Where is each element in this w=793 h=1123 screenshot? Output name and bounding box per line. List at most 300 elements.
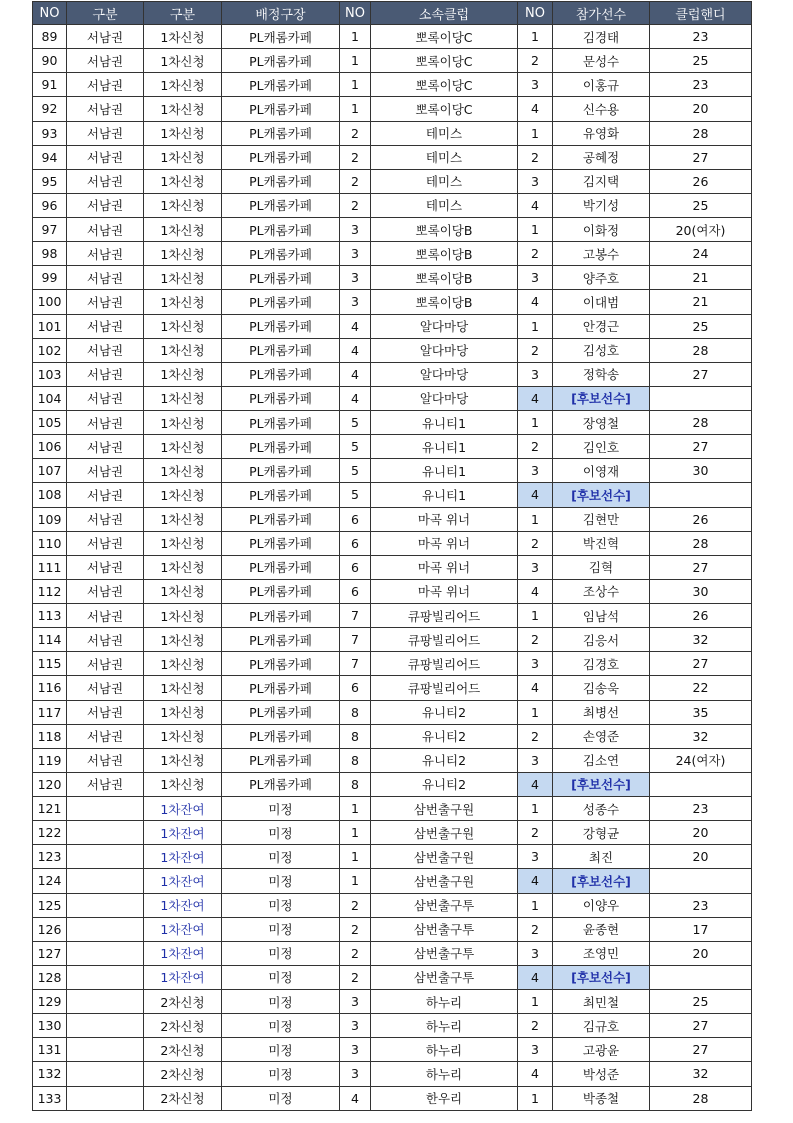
cell-player: 양주호 [553, 266, 650, 290]
table-row [33, 893, 752, 917]
cell-group-no: 6 [340, 579, 371, 603]
cell-category: 1차신청 [144, 531, 222, 555]
cell-venue: PL캐롬카페 [222, 628, 340, 652]
cell-region: 서남권 [67, 435, 144, 459]
header-no: NO [33, 2, 67, 25]
cell-region: 서남권 [67, 242, 144, 266]
cell-category: 1차신청 [144, 411, 222, 435]
header-venue: 배정구장 [222, 2, 340, 25]
table-row [33, 724, 752, 748]
cell-handicap: 20 [650, 845, 752, 869]
cell-venue: 미정 [222, 1014, 340, 1038]
cell-region: 서남권 [67, 507, 144, 531]
cell-group-no: 5 [340, 483, 371, 507]
cell-handicap: 25 [650, 193, 752, 217]
cell-region: 서남권 [67, 579, 144, 603]
cell-venue: PL캐롬카페 [222, 748, 340, 772]
cell-venue: PL캐롬카페 [222, 97, 340, 121]
cell-category: 1차신청 [144, 676, 222, 700]
cell-group-no: 4 [340, 338, 371, 362]
cell-group-no: 6 [340, 676, 371, 700]
cell-region: 서남권 [67, 266, 144, 290]
table-row [33, 507, 752, 531]
cell-player: 박진혁 [553, 531, 650, 555]
cell-category: 1차신청 [144, 290, 222, 314]
cell-member-no: 3 [518, 73, 553, 97]
cell-category: 1차신청 [144, 459, 222, 483]
cell-category: 1차신청 [144, 700, 222, 724]
cell-member-no: 1 [518, 1086, 553, 1110]
cell-handicap: 20 [650, 821, 752, 845]
table-row [33, 483, 752, 507]
cell-club: 테미스 [371, 169, 518, 193]
cell-category: 1차신청 [144, 145, 222, 169]
cell-club: 삼번출구원 [371, 797, 518, 821]
cell-region: 서남권 [67, 386, 144, 410]
table-row [33, 435, 752, 459]
cell-no: 128 [33, 965, 67, 989]
header-row [33, 2, 752, 25]
cell-player: 신수용 [553, 97, 650, 121]
cell-no: 130 [33, 1014, 67, 1038]
cell-category: 1차신청 [144, 25, 222, 49]
table-row [33, 362, 752, 386]
cell-member-no: 4 [518, 869, 553, 893]
cell-handicap: 27 [650, 145, 752, 169]
cell-no: 133 [33, 1086, 67, 1110]
cell-no: 107 [33, 459, 67, 483]
cell-no: 93 [33, 121, 67, 145]
cell-player: 김성호 [553, 338, 650, 362]
cell-handicap: 27 [650, 1038, 752, 1062]
cell-category: 1차신청 [144, 169, 222, 193]
table-row [33, 676, 752, 700]
header-member-no: NO [518, 2, 553, 25]
cell-no: 122 [33, 821, 67, 845]
cell-club: 큐팡빌리어드 [371, 604, 518, 628]
cell-venue: PL캐롬카페 [222, 483, 340, 507]
cell-group-no: 8 [340, 748, 371, 772]
cell-category: 1차신청 [144, 218, 222, 242]
cell-club: 유니티1 [371, 435, 518, 459]
cell-handicap: 26 [650, 169, 752, 193]
cell-handicap: 32 [650, 1062, 752, 1086]
cell-no: 96 [33, 193, 67, 217]
cell-no: 95 [33, 169, 67, 193]
cell-member-no: 3 [518, 652, 553, 676]
cell-venue: 미정 [222, 941, 340, 965]
cell-group-no: 3 [340, 1014, 371, 1038]
cell-venue: PL캐롬카페 [222, 386, 340, 410]
cell-venue: PL캐롬카페 [222, 700, 340, 724]
cell-category: 1차신청 [144, 579, 222, 603]
cell-member-no: 2 [518, 628, 553, 652]
cell-player: 고광윤 [553, 1038, 650, 1062]
cell-club: 뽀록이당B [371, 242, 518, 266]
table-row [33, 314, 752, 338]
cell-player: 김인호 [553, 435, 650, 459]
cell-no: 108 [33, 483, 67, 507]
cell-member-no: 2 [518, 724, 553, 748]
cell-player: 최진 [553, 845, 650, 869]
cell-handicap [650, 965, 752, 989]
cell-category: 1차신청 [144, 338, 222, 362]
cell-player: [후보선수] [553, 772, 650, 796]
cell-handicap: 21 [650, 290, 752, 314]
cell-club: 하누리 [371, 1014, 518, 1038]
cell-handicap: 28 [650, 121, 752, 145]
cell-member-no: 2 [518, 917, 553, 941]
cell-category: 1차신청 [144, 242, 222, 266]
cell-group-no: 5 [340, 411, 371, 435]
cell-region: 서남권 [67, 338, 144, 362]
cell-region [67, 821, 144, 845]
cell-venue: PL캐롬카페 [222, 121, 340, 145]
cell-handicap: 30 [650, 459, 752, 483]
cell-category: 1차잔여 [144, 917, 222, 941]
cell-club: 삼번출구원 [371, 869, 518, 893]
cell-venue: PL캐롬카페 [222, 459, 340, 483]
roster-table [32, 1, 752, 1111]
table-row [33, 941, 752, 965]
cell-category: 1차잔여 [144, 797, 222, 821]
cell-handicap: 20 [650, 97, 752, 121]
cell-player: 박종철 [553, 1086, 650, 1110]
cell-handicap: 32 [650, 724, 752, 748]
cell-group-no: 1 [340, 97, 371, 121]
cell-handicap: 28 [650, 338, 752, 362]
table-row [33, 748, 752, 772]
cell-venue: 미정 [222, 1062, 340, 1086]
cell-club: 알다마당 [371, 314, 518, 338]
cell-region [67, 917, 144, 941]
cell-club: 삼번출구투 [371, 893, 518, 917]
cell-member-no: 2 [518, 242, 553, 266]
cell-no: 117 [33, 700, 67, 724]
cell-member-no: 4 [518, 483, 553, 507]
cell-region: 서남권 [67, 218, 144, 242]
cell-handicap: 21 [650, 266, 752, 290]
cell-region: 서남권 [67, 628, 144, 652]
cell-group-no: 4 [340, 386, 371, 410]
cell-club: 삼번출구투 [371, 965, 518, 989]
cell-club: 뽀록이당C [371, 97, 518, 121]
cell-handicap: 27 [650, 435, 752, 459]
cell-member-no: 4 [518, 1062, 553, 1086]
cell-group-no: 1 [340, 797, 371, 821]
cell-member-no: 1 [518, 507, 553, 531]
cell-player: 공혜정 [553, 145, 650, 169]
cell-handicap [650, 386, 752, 410]
cell-member-no: 3 [518, 1038, 553, 1062]
cell-player: 강형균 [553, 821, 650, 845]
cell-region [67, 1062, 144, 1086]
cell-venue: PL캐롬카페 [222, 555, 340, 579]
cell-club: 큐팡빌리어드 [371, 628, 518, 652]
cell-player: 조영민 [553, 941, 650, 965]
cell-category: 1차잔여 [144, 821, 222, 845]
cell-venue: PL캐롬카페 [222, 314, 340, 338]
table-row [33, 193, 752, 217]
cell-club: 하누리 [371, 990, 518, 1014]
cell-handicap: 27 [650, 555, 752, 579]
cell-member-no: 3 [518, 459, 553, 483]
cell-player: 고봉수 [553, 242, 650, 266]
cell-region: 서남권 [67, 73, 144, 97]
cell-no: 92 [33, 97, 67, 121]
table-row [33, 25, 752, 49]
table-row [33, 411, 752, 435]
cell-player: 김송욱 [553, 676, 650, 700]
cell-member-no: 4 [518, 290, 553, 314]
cell-member-no: 1 [518, 25, 553, 49]
cell-group-no: 3 [340, 290, 371, 314]
cell-no: 91 [33, 73, 67, 97]
cell-member-no: 2 [518, 338, 553, 362]
cell-no: 109 [33, 507, 67, 531]
cell-member-no: 2 [518, 145, 553, 169]
cell-handicap: 20(여자) [650, 218, 752, 242]
header-group-no: NO [340, 2, 371, 25]
cell-venue: PL캐롬카페 [222, 724, 340, 748]
cell-group-no: 5 [340, 459, 371, 483]
cell-group-no: 1 [340, 49, 371, 73]
cell-group-no: 6 [340, 531, 371, 555]
cell-handicap: 23 [650, 893, 752, 917]
cell-handicap: 32 [650, 628, 752, 652]
cell-venue: PL캐롬카페 [222, 531, 340, 555]
table-row [33, 49, 752, 73]
table-row [33, 386, 752, 410]
cell-category: 1차신청 [144, 266, 222, 290]
cell-club: 유니티2 [371, 748, 518, 772]
cell-group-no: 8 [340, 724, 371, 748]
cell-region: 서남권 [67, 362, 144, 386]
cell-handicap: 25 [650, 314, 752, 338]
cell-club: 삼번출구투 [371, 917, 518, 941]
cell-category: 2차신청 [144, 1062, 222, 1086]
cell-group-no: 1 [340, 869, 371, 893]
cell-no: 99 [33, 266, 67, 290]
table-row [33, 772, 752, 796]
table-row [33, 169, 752, 193]
cell-player: 이화정 [553, 218, 650, 242]
table-row [33, 121, 752, 145]
cell-handicap: 25 [650, 990, 752, 1014]
cell-no: 123 [33, 845, 67, 869]
cell-no: 116 [33, 676, 67, 700]
cell-venue: PL캐롬카페 [222, 242, 340, 266]
cell-member-no: 2 [518, 821, 553, 845]
cell-group-no: 2 [340, 965, 371, 989]
cell-club: 테미스 [371, 145, 518, 169]
cell-player: 조상수 [553, 579, 650, 603]
cell-region: 서남권 [67, 411, 144, 435]
cell-player: 이대범 [553, 290, 650, 314]
cell-club: 알다마당 [371, 338, 518, 362]
cell-club: 알다마당 [371, 362, 518, 386]
cell-club: 유니티2 [371, 772, 518, 796]
table-row [33, 73, 752, 97]
cell-no: 111 [33, 555, 67, 579]
cell-club: 유니티1 [371, 459, 518, 483]
table-row [33, 1014, 752, 1038]
cell-venue: 미정 [222, 917, 340, 941]
cell-group-no: 3 [340, 218, 371, 242]
cell-player: 문성수 [553, 49, 650, 73]
cell-region: 서남권 [67, 748, 144, 772]
header-club: 소속클럽 [371, 2, 518, 25]
cell-group-no: 2 [340, 169, 371, 193]
cell-no: 119 [33, 748, 67, 772]
cell-region [67, 869, 144, 893]
cell-no: 115 [33, 652, 67, 676]
cell-category: 1차신청 [144, 604, 222, 628]
cell-category: 2차신청 [144, 1086, 222, 1110]
cell-no: 98 [33, 242, 67, 266]
cell-venue: PL캐롬카페 [222, 652, 340, 676]
cell-venue: PL캐롬카페 [222, 435, 340, 459]
cell-region: 서남권 [67, 652, 144, 676]
cell-club: 큐팡빌리어드 [371, 676, 518, 700]
cell-venue: PL캐롬카페 [222, 604, 340, 628]
cell-venue: PL캐롬카페 [222, 579, 340, 603]
cell-venue: 미정 [222, 893, 340, 917]
cell-handicap: 22 [650, 676, 752, 700]
cell-category: 1차신청 [144, 73, 222, 97]
cell-group-no: 1 [340, 73, 371, 97]
cell-category: 1차잔여 [144, 941, 222, 965]
cell-no: 120 [33, 772, 67, 796]
cell-category: 1차신청 [144, 435, 222, 459]
cell-club: 테미스 [371, 121, 518, 145]
table-row [33, 266, 752, 290]
cell-club: 알다마당 [371, 386, 518, 410]
cell-no: 101 [33, 314, 67, 338]
cell-member-no: 4 [518, 965, 553, 989]
table-row [33, 1038, 752, 1062]
table-row [33, 1062, 752, 1086]
cell-handicap [650, 483, 752, 507]
cell-category: 1차신청 [144, 386, 222, 410]
cell-category: 2차신청 [144, 1038, 222, 1062]
cell-venue: PL캐롬카페 [222, 676, 340, 700]
table-row [33, 290, 752, 314]
cell-member-no: 1 [518, 797, 553, 821]
cell-group-no: 1 [340, 845, 371, 869]
cell-member-no: 4 [518, 772, 553, 796]
cell-club: 뽀록이당B [371, 290, 518, 314]
cell-player: 최병선 [553, 700, 650, 724]
cell-member-no: 3 [518, 845, 553, 869]
cell-club: 유니티2 [371, 700, 518, 724]
table-row [33, 338, 752, 362]
table-row [33, 145, 752, 169]
cell-category: 1차신청 [144, 193, 222, 217]
cell-category: 1차신청 [144, 628, 222, 652]
table-row [33, 917, 752, 941]
cell-region [67, 1086, 144, 1110]
cell-handicap: 28 [650, 531, 752, 555]
cell-member-no: 3 [518, 941, 553, 965]
cell-player: 이영재 [553, 459, 650, 483]
cell-no: 89 [33, 25, 67, 49]
cell-region [67, 990, 144, 1014]
header-category: 구분 [144, 2, 222, 25]
table-row [33, 531, 752, 555]
cell-venue: 미정 [222, 797, 340, 821]
cell-group-no: 7 [340, 604, 371, 628]
cell-club: 삼번출구투 [371, 941, 518, 965]
cell-region: 서남권 [67, 145, 144, 169]
cell-player: 이양우 [553, 893, 650, 917]
cell-handicap: 20 [650, 941, 752, 965]
cell-member-no: 2 [518, 435, 553, 459]
cell-member-no: 1 [518, 604, 553, 628]
cell-venue: 미정 [222, 821, 340, 845]
table-row [33, 555, 752, 579]
cell-handicap: 23 [650, 25, 752, 49]
cell-no: 110 [33, 531, 67, 555]
table-row [33, 604, 752, 628]
cell-handicap: 28 [650, 411, 752, 435]
cell-member-no: 4 [518, 193, 553, 217]
cell-no: 90 [33, 49, 67, 73]
cell-category: 1차잔여 [144, 845, 222, 869]
cell-player: 김경호 [553, 652, 650, 676]
table-row [33, 990, 752, 1014]
cell-group-no: 1 [340, 25, 371, 49]
cell-region: 서남권 [67, 49, 144, 73]
cell-venue: PL캐롬카페 [222, 73, 340, 97]
table-row [33, 579, 752, 603]
cell-player: 유영화 [553, 121, 650, 145]
cell-handicap: 23 [650, 797, 752, 821]
cell-region [67, 1038, 144, 1062]
cell-venue: PL캐롬카페 [222, 266, 340, 290]
cell-club: 뽀록이당C [371, 25, 518, 49]
cell-player: 윤종현 [553, 917, 650, 941]
cell-region: 서남권 [67, 169, 144, 193]
cell-player: [후보선수] [553, 869, 650, 893]
cell-region [67, 1014, 144, 1038]
cell-venue: PL캐롬카페 [222, 338, 340, 362]
cell-region: 서남권 [67, 459, 144, 483]
cell-member-no: 1 [518, 218, 553, 242]
cell-member-no: 1 [518, 121, 553, 145]
cell-player: [후보선수] [553, 386, 650, 410]
cell-club: 테미스 [371, 193, 518, 217]
cell-group-no: 8 [340, 700, 371, 724]
cell-group-no: 2 [340, 193, 371, 217]
cell-club: 하누리 [371, 1038, 518, 1062]
cell-region: 서남권 [67, 483, 144, 507]
cell-region: 서남권 [67, 531, 144, 555]
cell-no: 118 [33, 724, 67, 748]
cell-club: 뽀록이당B [371, 266, 518, 290]
cell-category: 1차신청 [144, 483, 222, 507]
cell-member-no: 2 [518, 1014, 553, 1038]
cell-player: 정학송 [553, 362, 650, 386]
cell-no: 127 [33, 941, 67, 965]
cell-region: 서남권 [67, 97, 144, 121]
table-row [33, 700, 752, 724]
cell-club: 하누리 [371, 1062, 518, 1086]
cell-member-no: 3 [518, 266, 553, 290]
cell-handicap: 23 [650, 73, 752, 97]
cell-venue: PL캐롬카페 [222, 25, 340, 49]
cell-group-no: 6 [340, 507, 371, 531]
